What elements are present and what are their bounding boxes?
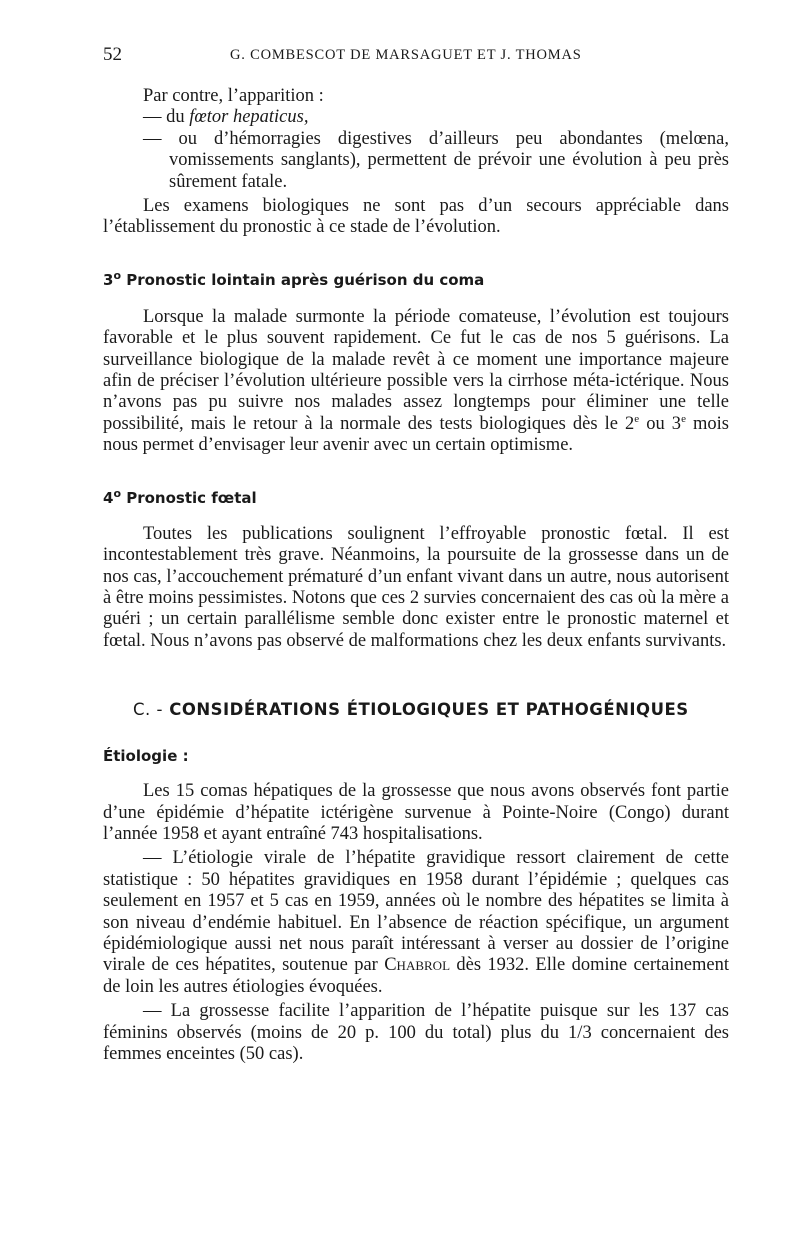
intro-paragraph: Les examens biologiques ne sont pas d’un secours appréciable dans l’établissement du pronostic à ce stade de l’évolution. xyxy=(103,196,729,238)
intro-item-1-italic: fœtor hepaticus, xyxy=(189,107,309,128)
etiologie-paragraph-1: Les 15 comas hépatiques de la grossesse que nous avons observés font partie d’une épidémie d’hépatite ictérigène survenue à Pointe-Noire (Congo) durant l’année 1958 et ayant entraîné 743 hospitalisations. xyxy=(103,781,729,844)
section-3-text-b: ou 3 xyxy=(639,413,682,434)
section-4-heading xyxy=(103,488,729,508)
section-3-heading xyxy=(103,270,729,290)
intro-item-2: — ou d’hémorragies digestives d’ailleurs peu abondantes (melœna, vomissements sanglants), permettent de prévoir une évolution à peu près sûrement fatale. xyxy=(143,128,729,192)
section-3-sup-a: e xyxy=(634,412,640,425)
intro-item-1 xyxy=(103,107,729,128)
section-c-letter: C. - xyxy=(133,700,163,720)
etiologie-subheading: Étiologie : xyxy=(103,747,189,766)
running-title: G. COMBESCOT DE MARSAGUET ET J. THOMAS xyxy=(230,47,582,63)
section-3-sup-b: e xyxy=(681,412,686,425)
page-header xyxy=(103,44,613,68)
section-3-ordinal: o xyxy=(113,268,121,282)
section-4-title: Pronostic fœtal xyxy=(126,488,257,507)
etiologie-p2-text-a: — L’étiologie virale de l’hépatite gravidique ressort clairement de cette statistique : 50 hépatites gravidiques en 1958 durant l’épidémie ; quelques cas seulement en 1957 et 5 cas en 1959, années où le nombre des hépatites se limita à son niveau d’endémie habituel. En l’absence de réaction spécifique, un argument épidémiologique aussi net nous paraît intéressant à verser au dossier de l’origine virale de ces hépatites, soutenue par xyxy=(103,848,729,976)
section-4-ordinal: o xyxy=(113,486,121,500)
text-body xyxy=(103,86,729,1065)
section-3-number: 3 xyxy=(103,270,114,289)
section-3-text-c: mois nous permet d’envisager leur avenir avec un certain optimisme. xyxy=(103,413,730,456)
section-3-text-a: Lorsque la malade surmonte la période comateuse, l’évolution est toujours favorable et le plus souvent rapidement. Ce fut le cas de nos 5 guérisons. La surveillance biologique de la malade revêt à ce moment une importance majeure afin de préciser l’évolution ultérieure possible vers la cirrhose méta-ictérique. Nous n’avons pas pu suivre nos malades assez longtemps pour éliminer une telle possibilité, mais le retour à la normale des tests biologiques dès le 2 xyxy=(103,306,729,434)
section-3-paragraph xyxy=(103,307,729,457)
intro-lead: Par contre, l’apparition : xyxy=(143,86,324,106)
section-3-title: Pronostic lointain après guérison du coma xyxy=(126,270,485,289)
section-c-title: CONSIDÉRATIONS ÉTIOLOGIQUES ET PATHOGÉNIQUES xyxy=(169,700,689,720)
etiologie-p2-text-b: dès 1932. Elle domine certainement de loin les autres étiologies évoquées. xyxy=(103,955,729,997)
section-4-number: 4 xyxy=(103,488,114,507)
section-4-paragraph: Toutes les publications soulignent l’effroyable pronostic fœtal. Il est incontestablement très grave. Néanmoins, la poursuite de la grossesse dans un de nos cas, l’accouchement prématuré d’un enfant vivant dans un autre, nous autorisent à être moins pessimistes. Notons que ces 2 survies concernaient des cas où la mère a guéri ; un certain parallélisme semble donc exister entre le pronostic maternel et fœtal. Nous n’avons pas observé de malformations chez les deux enfants survivants. xyxy=(103,523,729,651)
page-number: 52 xyxy=(103,44,122,65)
intro-item-1-dash: — du xyxy=(143,107,190,128)
etiologie-paragraph-3: — La grossesse facilite l’apparition de l’hépatite puisque sur les 137 cas féminins observés (moins de 20 p. 100 du total) plus du 1/3 concernaient des femmes enceintes (50 cas). xyxy=(103,1001,729,1064)
section-c-heading xyxy=(103,699,729,721)
author-name-chabrol: Chabrol xyxy=(384,955,451,976)
etiologie-paragraph-2 xyxy=(103,848,729,998)
